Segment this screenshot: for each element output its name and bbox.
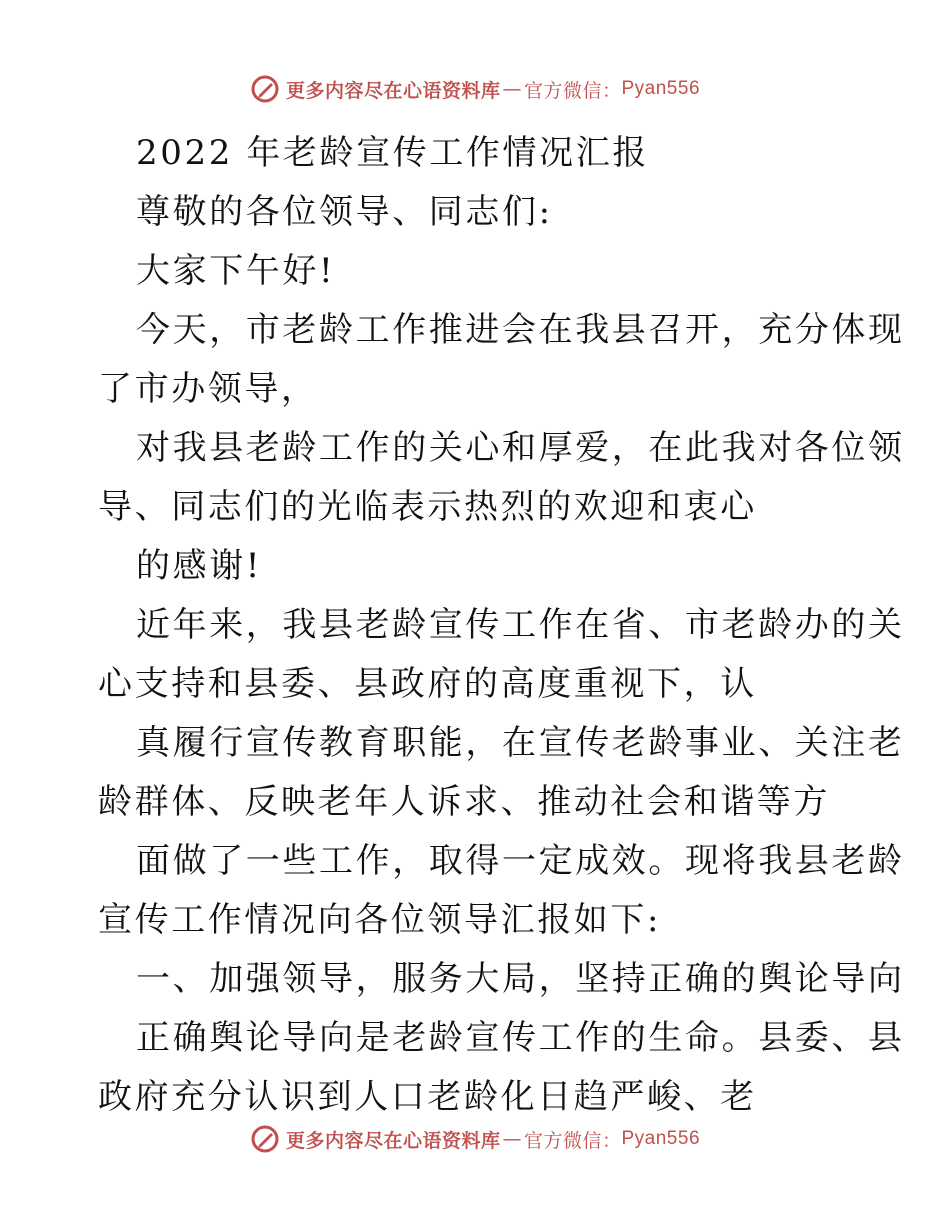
text-line: 大家下午好! [136,251,336,291]
text-line: 龄群体、反映老年人诉求、推动社会和谐等方 [98,782,830,822]
text-line: 心支持和县委、县政府的高度重视下，认 [98,664,757,704]
quill-circle-logo-icon [250,74,280,104]
watermark-separator: — [502,78,522,100]
text-line: 尊敬的各位领导、同志们: [136,192,553,232]
document-title: 2022 年老龄宣传工作情况汇报 [136,133,649,173]
watermark-brand: 更多内容尽在心语资料库 [285,79,501,102]
watermark-id: Pyan556 [621,78,701,99]
text-line: 一、加强领导，服务大局，坚持正确的舆论导向 [136,959,905,999]
quill-circle-logo-icon [250,1124,280,1154]
watermark-label: 官方微信： [523,1129,622,1152]
text-line: 导、同志们的光临表示热烈的欢迎和衷心 [98,487,757,527]
text-line: 今天，市老龄工作推进会在我县召开，充分体现 [136,310,905,350]
text-line: 面做了一些工作，取得一定成效。现将我县老龄 [136,841,905,881]
text-line: 正确舆论导向是老龄宣传工作的生命。县委、县 [136,1018,905,1058]
header-watermark [0,74,950,104]
text-line: 的感谢! [136,546,263,586]
text-line: 宣传工作情况向各位领导汇报如下: [98,900,662,940]
document-body [98,124,905,1127]
watermark-separator: — [502,1128,522,1150]
text-line: 对我县老龄工作的关心和厚爱，在此我对各位领 [136,428,905,468]
watermark-label: 官方微信： [523,79,622,102]
footer-watermark [0,1124,950,1154]
text-line: 了市办领导， [98,369,318,409]
text-line: 真履行宣传教育职能，在宣传老龄事业、关注老 [136,723,905,763]
text-line: 近年来，我县老龄宣传工作在省、市老龄办的关 [136,605,905,645]
watermark-brand: 更多内容尽在心语资料库 [285,1129,501,1152]
watermark-id: Pyan556 [621,1128,701,1149]
text-line: 政府充分认识到人口老龄化日趋严峻、老 [98,1077,757,1117]
